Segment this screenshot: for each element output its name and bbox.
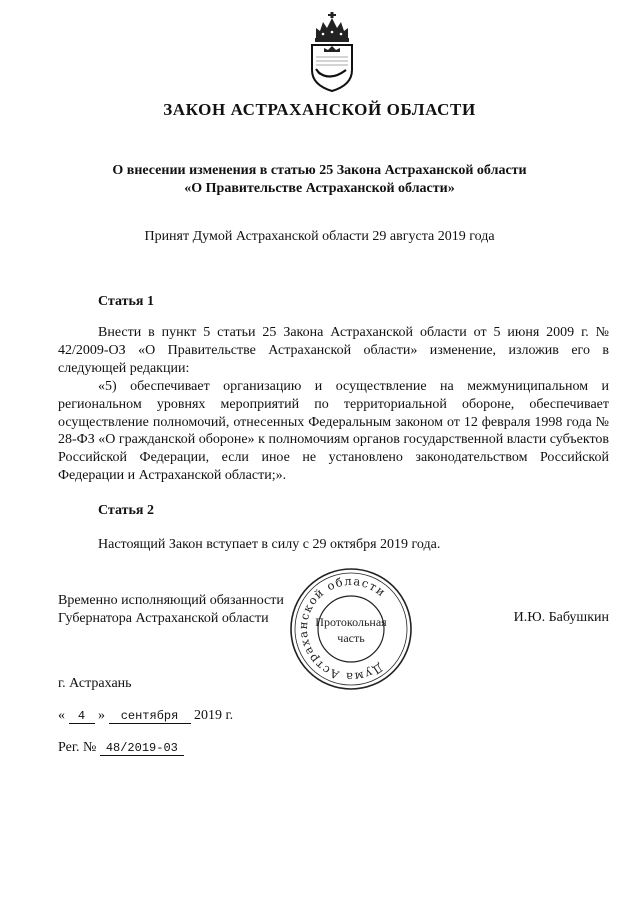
- article-1-heading: Статья 1: [98, 294, 154, 309]
- adoption-note: Принят Думой Астраханской области 29 августа 2019 года: [144, 229, 495, 244]
- article-1-paragraph-2: [58, 378, 609, 485]
- official-stamp: [288, 566, 414, 692]
- signer-position: [58, 592, 284, 628]
- signer-name: И.Ю. Бабушкин: [513, 610, 609, 625]
- signer-position-line-2: Губернатора Астраханской области: [58, 611, 269, 626]
- article-1-paragraph-1-text: Внести в пункт 5 статьи 25 Закона Астраханской области от 5 июня 2009 г. № 42/2009-ОЗ «О Правительстве Астраханской области» изменение, изложив его в следующей редакции:: [58, 325, 609, 376]
- date-day: 4: [69, 709, 95, 724]
- article-1-paragraph-2-text: «5) обеспечивает организацию и осуществление на межмуниципальном и региональном уровнях мероприятий по территориальной обороне, обеспечивает осуществление полномочий, отнесенных Федеральным законом от 12 февраля 1998 года № 28-ФЗ «О гражданской обороне» к полномочиям органов государственной власти субъектов Российской Федерации, если иное не установлено законодательством Российской Федерации и Астраханской области;».: [58, 379, 609, 483]
- stamp-ring-text: Дума Астраханской области: [295, 573, 389, 685]
- svg-text:Дума Астраханской области: [288, 566, 414, 692]
- article-2-paragraph-text: Настоящий Закон вступает в силу с 29 октября 2019 года.: [98, 537, 441, 552]
- date-year: 2019 г.: [194, 708, 234, 723]
- reg-number: 48/2019-03: [100, 741, 184, 756]
- signer-position-line-1: Временно исполняющий обязанности: [58, 593, 284, 608]
- stamp-center-line-1: Протокольная: [315, 615, 387, 629]
- registration-number: [58, 740, 184, 756]
- law-subject: [0, 162, 639, 198]
- date-month: сентября: [109, 709, 191, 724]
- date-close-quote: »: [98, 708, 105, 723]
- law-subject-line-1: О внесении изменения в статью 25 Закона Астраханской области: [112, 163, 527, 178]
- article-2-paragraph: [58, 536, 609, 554]
- signing-date: [58, 708, 233, 724]
- stamp-center-line-2: часть: [337, 631, 365, 645]
- city: г. Астрахань: [58, 676, 132, 691]
- reg-label: Рег. №: [58, 740, 97, 755]
- law-title: ЗАКОН АСТРАХАНСКОЙ ОБЛАСТИ: [163, 100, 476, 119]
- date-open-quote: «: [58, 708, 65, 723]
- article-2-heading: Статья 2: [98, 503, 154, 518]
- coat-of-arms-icon: [306, 12, 358, 92]
- article-1-paragraph-1: [58, 324, 609, 377]
- law-subject-line-2: «О Правительстве Астраханской области»: [184, 181, 455, 196]
